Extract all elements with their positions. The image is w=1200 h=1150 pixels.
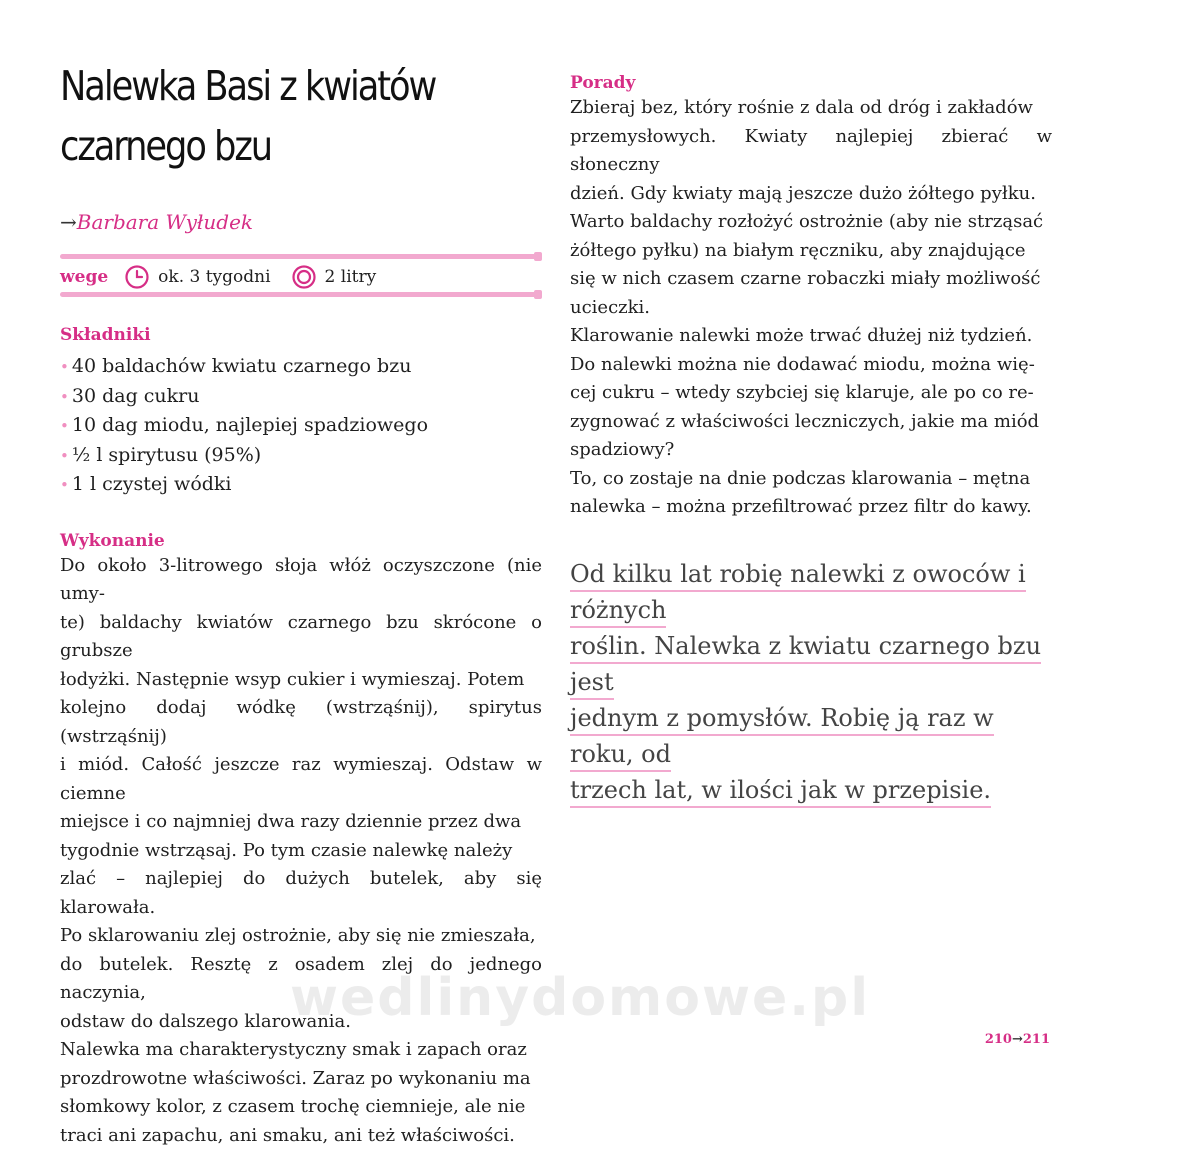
recipe-title	[60, 56, 542, 176]
tips-line: się w nich czasem czarne robaczki miały możliwość	[570, 265, 1052, 294]
diet-label: wege	[60, 267, 108, 287]
ingredient-item	[60, 470, 542, 500]
title-line-2: czarnego bzu	[60, 116, 542, 176]
clock-icon	[124, 264, 150, 290]
quote-line: trzech lat, w ilości jak w przepisie.	[570, 776, 991, 808]
tips-line: nalewka – można przefiltrować przez filtr do kawy.	[570, 493, 1052, 522]
page-numbers	[985, 1032, 1050, 1047]
tips-line: ucieczki.	[570, 294, 1052, 323]
tips-line: To, co zostaje na dnie podczas klarowania – mętna	[570, 465, 1052, 494]
author-line	[60, 210, 542, 234]
method-heading: Wykonanie	[60, 530, 542, 552]
method-line: traci ani zapachu, ani smaku, ani też właściwości.	[60, 1122, 542, 1150]
meta-rule-bottom	[60, 292, 542, 297]
ingredient-item	[60, 441, 542, 471]
meta-rule-top	[60, 254, 542, 259]
method-paragraph-2	[60, 1036, 542, 1150]
tips-line: przemysłowych. Kwiaty najlepiej zbierać w słoneczny	[570, 123, 1052, 180]
tips-line: cej cukru – wtedy szybciej się klaruje, ale po co re-	[570, 379, 1052, 408]
page-arrow: →	[1012, 1032, 1023, 1047]
method-line: kolejno dodaj wódkę (wstrząśnij), spirytus (wstrząśnij)	[60, 694, 542, 751]
ingredient-text: 40 baldachów kwiatu czarnego bzu	[72, 355, 412, 377]
ingredient-text: 30 dag cukru	[72, 385, 200, 407]
tips-line: Zbieraj bez, który rośnie z dala od dróg i zakładów	[570, 94, 1052, 123]
yield-value: 2 litry	[325, 267, 377, 287]
title-line-1: Nalewka Basi z kwiatów	[60, 56, 542, 116]
method-line: Nalewka ma charakterystyczny smak i zapach oraz	[60, 1036, 542, 1065]
method-line: do butelek. Resztę z osadem zlej do jednego naczynia,	[60, 951, 542, 1008]
tips-line: Klarowanie nalewki może trwać dłużej niż tydzień.	[570, 322, 1052, 351]
meta-row	[60, 264, 376, 290]
tips-line: dzień. Gdy kwiaty mają jeszcze dużo żółtego pyłku.	[570, 180, 1052, 209]
tips-line: zygnować z właściwości leczniczych, jakie ma miód	[570, 408, 1052, 437]
quote-line: Od kilku lat robię nalewki z owoców i różnych	[570, 560, 1026, 628]
method-line: odstaw do dalszego klarowania.	[60, 1008, 542, 1037]
target-icon	[291, 264, 317, 290]
method-line: zlać – najlepiej do dużych butelek, aby się klarowała.	[60, 865, 542, 922]
watermark: wedlinydomowe.pl	[290, 968, 870, 1028]
tips-heading: Porady	[570, 72, 1052, 94]
time-value: ok. 3 tygodni	[158, 267, 270, 287]
ingredients-list	[60, 352, 542, 500]
ingredient-item	[60, 352, 542, 382]
ingredients-heading: Składniki	[60, 324, 542, 346]
method-line: te) baldachy kwiatów czarnego bzu skrócone o grubsze	[60, 609, 542, 666]
method-line: łodyżki. Następnie wsyp cukier i wymieszaj. Potem	[60, 666, 542, 695]
quote-line: jednym z pomysłów. Robię ją raz w roku, od	[570, 704, 994, 772]
method-line: miejsce i co najmniej dwa razy dziennie przez dwa	[60, 808, 542, 837]
method-line: Po sklarowaniu zlej ostrożnie, aby się nie zmieszała,	[60, 922, 542, 951]
page-number-right: 211	[1023, 1032, 1050, 1047]
author-name: Barbara Wyłudek	[77, 210, 253, 234]
method-line: tygodnie wstrząsaj. Po tym czasie nalewkę należy	[60, 837, 542, 866]
quote-line: roślin. Nalewka z kwiatu czarnego bzu jest	[570, 632, 1041, 700]
page-number-left: 210	[985, 1032, 1012, 1047]
tips-line: żółtego pyłku) na białym ręczniku, aby znajdujące	[570, 237, 1052, 266]
tips-text	[570, 94, 1052, 522]
ingredient-item	[60, 382, 542, 412]
ingredient-text: ½ l spirytusu (95%)	[72, 444, 261, 466]
method-line: prozdrowotne właściwości. Zaraz po wykonaniu ma	[60, 1065, 542, 1094]
bullet-icon: •	[60, 447, 69, 465]
ingredient-text: 10 dag miodu, najlepiej spadziowego	[72, 414, 428, 436]
tips-line: Do nalewki można nie dodawać miodu, można wię-	[570, 351, 1052, 380]
bullet-icon: •	[60, 476, 69, 494]
tips-line: Warto baldachy rozłożyć ostrożnie (aby nie strząsać	[570, 208, 1052, 237]
author-arrow: →	[60, 210, 77, 234]
meta-bar	[60, 254, 542, 298]
method-line: Do około 3-litrowego słoja włóż oczyszczone (nie umy-	[60, 552, 542, 609]
bullet-icon: •	[60, 358, 69, 376]
method-line: i miód. Całość jeszcze raz wymieszaj. Odstaw w ciemne	[60, 751, 542, 808]
bullet-icon: •	[60, 388, 69, 406]
method-paragraph-1	[60, 552, 542, 1037]
right-column	[570, 72, 1052, 808]
ingredient-text: 1 l czystej wódki	[72, 473, 232, 495]
author-quote	[570, 556, 1052, 808]
ingredient-item	[60, 411, 542, 441]
bullet-icon: •	[60, 417, 69, 435]
tips-line: spadziowy?	[570, 436, 1052, 465]
method-line: słomkowy kolor, z czasem trochę ciemnieje, ale nie	[60, 1093, 542, 1122]
